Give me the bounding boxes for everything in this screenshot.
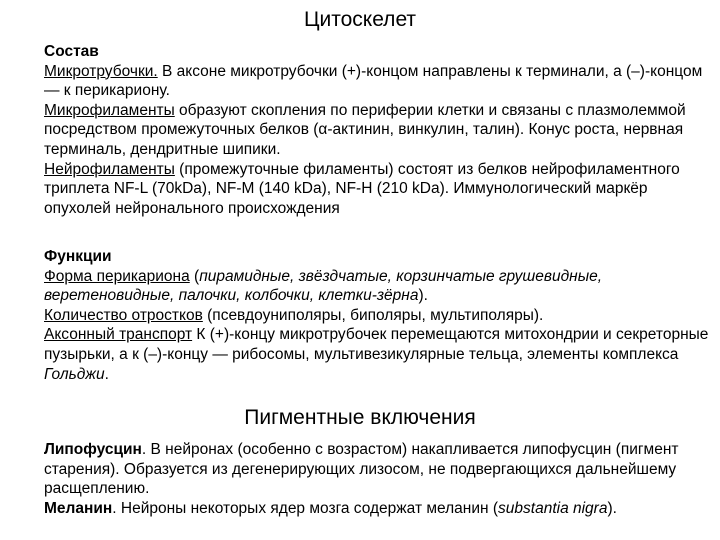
shape-term: Форма перикариона: [44, 267, 190, 285]
processes-term: Количество отростков: [44, 306, 203, 324]
transport-text: К (+)-концу микротрубочек перемещаются митохондрии и секреторные пузырьки, а к (–)-концу — рибосомы, мультивезикулярные тельца, элементы комплекса: [44, 326, 709, 363]
functions-heading: Функции: [44, 248, 112, 265]
composition-section: [44, 42, 714, 218]
lipofuscin-term: Липофусцин: [44, 441, 142, 458]
microfilaments-text: образуют скопления по периферии клетки и связаны с плазмолеммой посредством промежуточных белков (α-актинин, винкулин, талин). Конус роста, нервная терминаль, дендритные шипики.: [44, 101, 686, 158]
transport-golgi: Гольджи: [44, 365, 105, 383]
pigments-section: [44, 440, 714, 518]
functions-section: [44, 247, 714, 384]
processes-paragraph: [44, 306, 714, 326]
microtubules-paragraph: [44, 62, 714, 101]
melanin-term: Меланин: [44, 499, 113, 517]
composition-heading: Состав: [44, 43, 99, 60]
lipofuscin-text: . В нейронах (особенно с возрастом) накапливается липофусцин (пигмент старения). Образуется из дегенерирующих лизосом, не подвергающихся дальнейшему расщеплению.: [44, 441, 679, 498]
neurofilaments-paragraph: [44, 160, 714, 219]
microtubules-term: Микротрубочки.: [44, 62, 158, 80]
neurofilaments-term: Нейрофиламенты: [44, 160, 175, 178]
shape-text: пирамидные, звёздчатые, корзинчатые грушевидные, веретеновидные, палочки, колбочки, клетки-зёрна: [44, 267, 603, 305]
page-title: Цитоскелет: [303, 8, 417, 31]
microfilaments-term: Микрофиламенты: [44, 101, 175, 119]
melanin-paragraph: [44, 499, 714, 519]
pigments-title: Пигментные включения: [244, 406, 476, 429]
microtubules-text: В аксоне микротрубочки (+)-концом направлены к терминали, а (–)-концом — к перикариону.: [44, 62, 703, 100]
shape-open: (: [189, 267, 200, 285]
lipofuscin-paragraph: [44, 440, 714, 499]
processes-text: (псевдоуниполяры, биполяры, мультиполяры).: [202, 306, 544, 324]
transport-term: Аксонный транспорт: [44, 326, 193, 344]
melanin-text: . Нейроны некоторых ядер мозга содержат меланин (: [112, 499, 499, 517]
melanin-latin: substantia nigra: [498, 499, 608, 517]
neurofilaments-text: (промежуточные филаменты) состоят из белков нейрофиламентного триплета NF-L (70kDa), NF-M (140 kDa), NF-H (210 kDa). Иммунологический маркёр опухолей нейронального происхождения: [44, 160, 680, 217]
shape-close: ).: [418, 287, 428, 305]
shape-paragraph: [44, 267, 714, 306]
microfilaments-paragraph: [44, 101, 714, 160]
transport-end: .: [104, 365, 109, 383]
transport-paragraph: [44, 325, 714, 384]
melanin-end: ).: [607, 499, 617, 517]
